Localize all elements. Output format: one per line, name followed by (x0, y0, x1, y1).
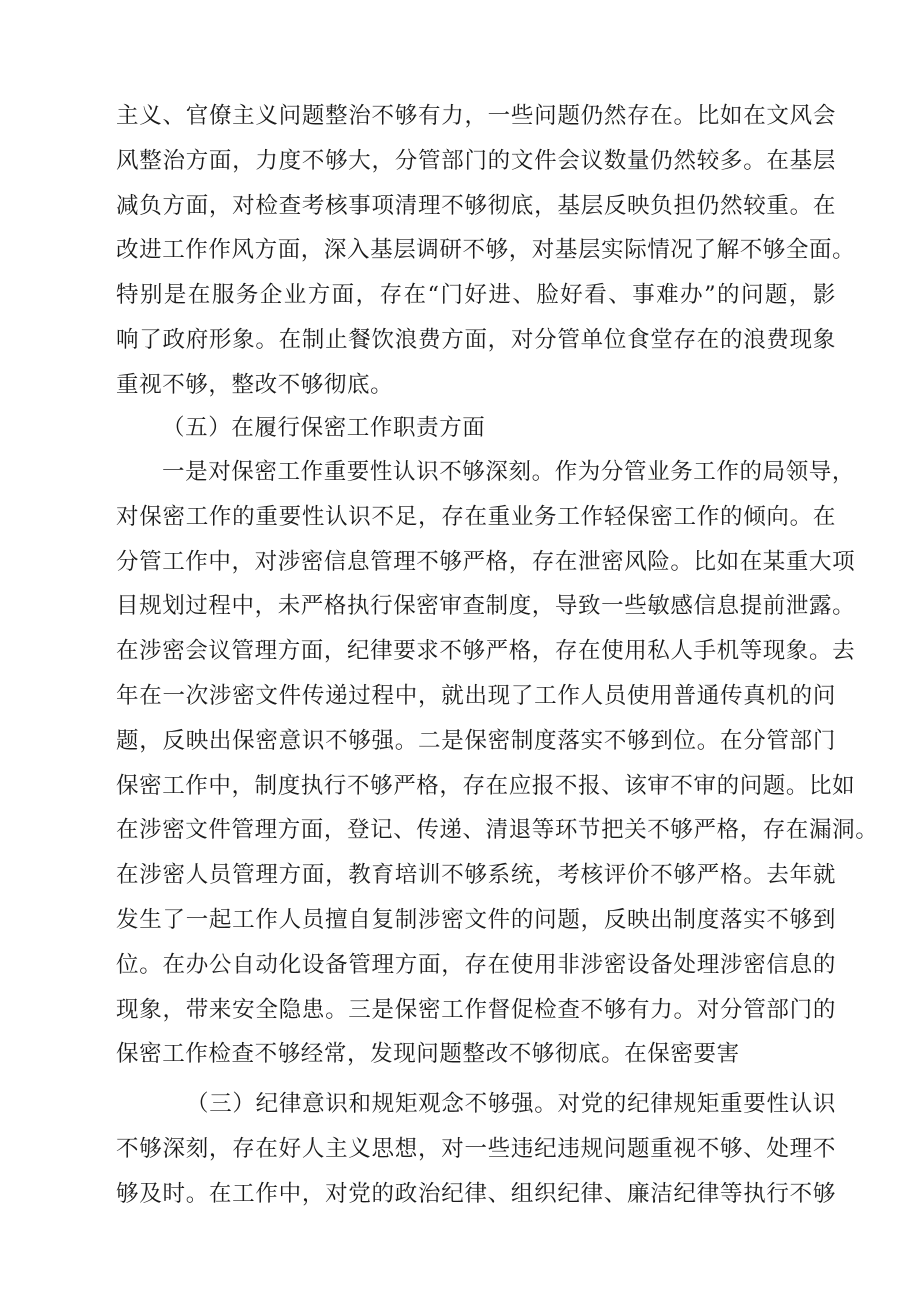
text-line: 分管工作中，对涉密信息管理不够严格，存在泄密风险。比如在某重大项 (116, 548, 856, 575)
text-line: 在涉密人员管理方面，教育培训不够系统，考核评价不够严格。去年就 (116, 862, 836, 889)
paragraph-discipline (116, 1082, 836, 1216)
text-line: 年在一次涉密文件传递过程中，就出现了工作人员使用普通传真机的问 (116, 682, 836, 709)
text-line: 风整治方面，力度不够大，分管部门的文件会议数量仍然较多。在基层 (116, 147, 836, 174)
text-line: 够及时。在工作中，对党的政治纪律、组织纪律、廉洁纪律等执行不够 (116, 1180, 836, 1207)
text-line: （三）纪律意识和规矩观念不够强。对党的纪律规矩重要性认识 (186, 1091, 836, 1117)
text-line: 保密工作中，制度执行不够严格，存在应报不报、该审不审的问题。比如 (116, 772, 856, 799)
text-line: 改进工作作风方面，深入基层调研不够，对基层实际情况了解不够全面。 (116, 237, 856, 264)
text-line: 保密工作检查不够经常，发现问题整改不够彻底。在保密要害 (116, 1041, 740, 1068)
text-line: 位。在办公自动化设备管理方面，存在使用非涉密设备处理涉密信息的 (116, 951, 836, 978)
text-line: 在涉密文件管理方面，登记、传递、清退等环节把关不够严格，存在漏洞。 (116, 817, 879, 844)
text-line: 响了政府形象。在制止餐饮浪费方面，对分管单位食堂存在的浪费现象 (116, 326, 836, 353)
text-line: 发生了一起工作人员擅自复制涉密文件的问题，反映出制度落实不够到 (116, 906, 836, 933)
text-line: 一是对保密工作重要性认识不够深刻。作为分管业务工作的局领导， (162, 459, 856, 485)
text-line: 目规划过程中，未严格执行保密审查制度，导致一些敏感信息提前泄露。 (116, 593, 856, 620)
paragraph-confidentiality (116, 450, 879, 1077)
text-line: 对保密工作的重要性认识不足，存在重业务工作轻保密工作的倾向。在 (116, 503, 836, 530)
section-heading-five: （五）在履行保密工作职责方面 (162, 415, 486, 441)
text-line: 现象，带来安全隐患。三是保密工作督促检查不够有力。对分管部门的 (116, 996, 836, 1023)
text-line: 特别是在服务企业方面，存在“门好进、脸好看、事难办”的问题，影 (116, 282, 836, 309)
text-line: 不够深刻，存在好人主义思想，对一些违纪违规问题重视不够、处理不 (116, 1135, 836, 1162)
paragraph-style-issues (116, 94, 856, 408)
text-line: 主义、官僚主义问题整治不够有力，一些问题仍然存在。比如在文风会 (116, 103, 836, 129)
text-line: 在涉密会议管理方面，纪律要求不够严格，存在使用私人手机等现象。去 (116, 638, 856, 665)
text-line: 题，反映出保密意识不够强。二是保密制度落实不够到位。在分管部门 (116, 727, 836, 754)
text-line: 减负方面，对检查考核事项清理不够彻底，基层反映负担仍然较重。在 (116, 192, 836, 219)
text-line: 重视不够，整改不够彻底。 (116, 371, 394, 398)
